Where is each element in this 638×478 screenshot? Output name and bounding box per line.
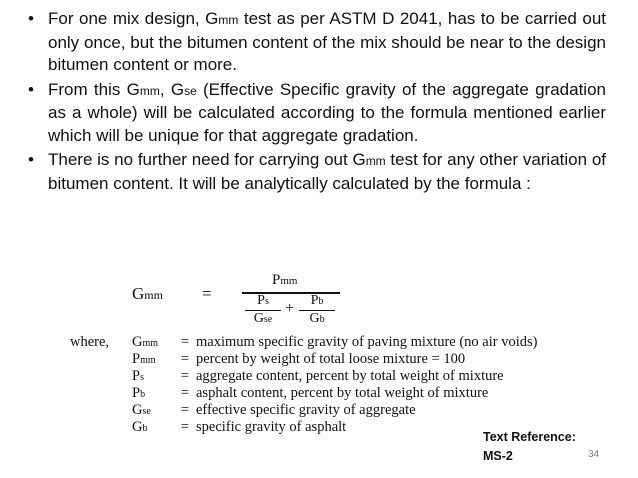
definition-row: Gmm = maximum specific gravity of paving mixture (no air voids)	[132, 334, 538, 350]
definition-row: Ps = aggregate content, percent by total weight of mixture	[132, 368, 504, 384]
definition-row: Gb = specific gravity of asphalt	[132, 419, 347, 435]
formula-plus: +	[285, 300, 295, 317]
bullet-list	[26, 8, 606, 197]
bullet-1: • For one mix design, Gmm test as per ASTM D 2041, has to be carried out only once, but the bitumen content of the mix should be near to the design bitumen content or more.	[26, 8, 606, 77]
page-number: 34	[588, 449, 600, 460]
definition-row: Pb = asphalt content, percent by total weight of mixture	[132, 385, 489, 401]
term-ps-over-gse: Ps Gse	[245, 294, 281, 327]
where-label: where,	[70, 334, 110, 350]
formula-lhs: Gmm	[132, 284, 163, 303]
formula-figure	[70, 272, 610, 452]
text-reference: Text Reference: MS-2	[483, 430, 576, 463]
formula-equals: =	[202, 284, 212, 303]
formula-numerator: Pmm	[272, 272, 298, 288]
bullet-3: • There is no further need for carrying out Gmm test for any other variation of bitumen content. It will be analytically calculated by the formula :	[26, 149, 606, 195]
gmm-formula	[132, 272, 372, 332]
definition-row: Gse = effective specific gravity of aggregate	[132, 402, 416, 418]
term-pb-over-gb: Pb Gb	[299, 294, 335, 327]
definition-row: Pmm = percent by weight of total loose mixture = 100	[132, 351, 466, 367]
bullet-2: • From this Gmm, Gse (Effective Specific gravity of the aggregate gradation as a whole) will be calculated according to the formula mentioned earlier which will be unique for that aggregate gradation.	[26, 79, 606, 148]
